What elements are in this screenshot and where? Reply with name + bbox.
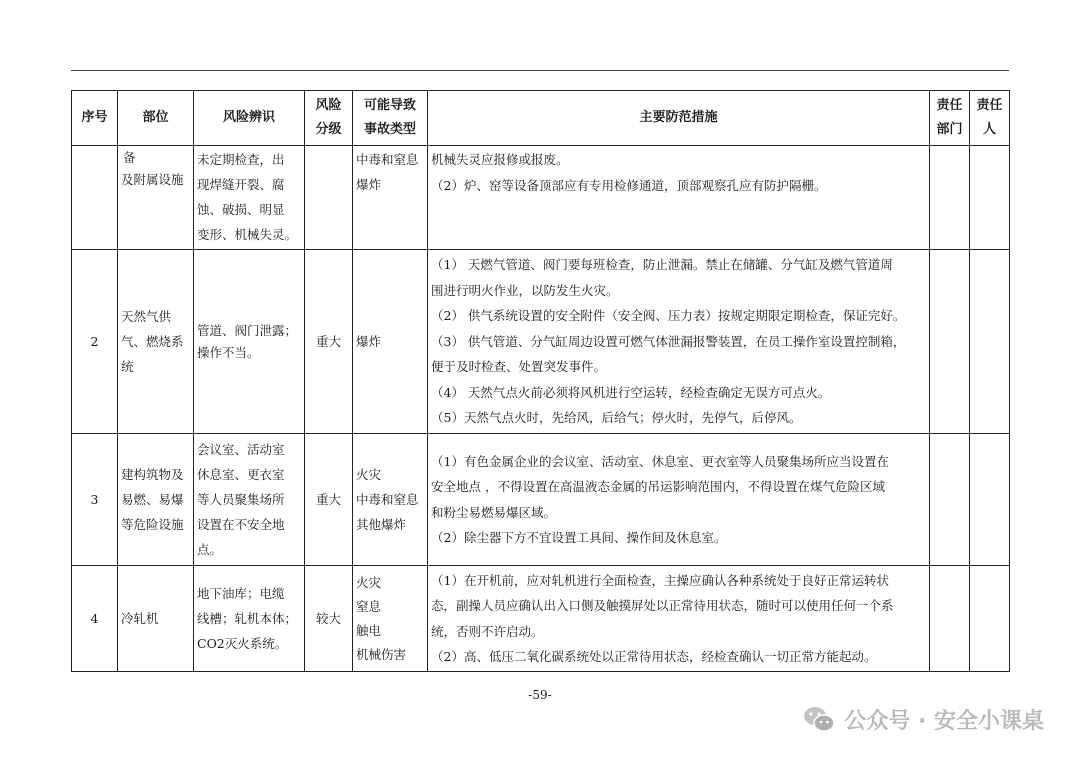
cell-line: 会议室、活动室 xyxy=(197,442,285,457)
cell-accident xyxy=(353,434,428,566)
header-risk-level-line: 分级 xyxy=(315,122,342,137)
cell-line: 统，否则不许启动。 xyxy=(431,623,544,639)
cell-accident xyxy=(353,566,428,672)
cell-line: 中毒和窒息 xyxy=(356,492,419,507)
cell-line: （2） 供气系统设置的安全附件（安全阀、压力表）按规定期限定期检查，保证完好。 xyxy=(431,308,906,324)
cell-line: （2）炉、窑等设备顶部应有专用检修通道，顶部观察孔应有防护隔栅。 xyxy=(431,177,827,193)
cell-line: 机械失灵应报修或报废。 xyxy=(431,152,569,167)
cell-line: 未定期检查，出 xyxy=(197,152,285,167)
table-row xyxy=(72,250,1010,434)
cell-dept xyxy=(930,146,970,250)
page-number: -59- xyxy=(528,688,552,702)
cell-seq: 3 xyxy=(72,434,118,566)
cell-dept xyxy=(930,250,970,434)
cell-line: 易燃、易爆 xyxy=(121,492,184,507)
cell-line: 和粉尘易燃易爆区域。 xyxy=(431,504,557,520)
cell-accident xyxy=(353,250,428,434)
cell-line: 窒息 xyxy=(356,598,382,614)
cell-line: （1）有色金属企业的会议室、活动室、休息室、更衣室等人员聚集场所应当设置在 xyxy=(431,453,889,469)
header-person-line: 责任 xyxy=(976,98,1003,113)
cell-line: 操作不当。 xyxy=(197,344,260,360)
header-risk-id: 风险辨识 xyxy=(194,91,305,146)
cell-person xyxy=(970,250,1010,434)
table-row xyxy=(72,566,1010,672)
cell-line: 蚀、破损、明显 xyxy=(197,202,285,217)
cell-line: （1）在开机前，应对轧机进行全面检查，主操应确认各种系统处于良好正常运转状 xyxy=(431,572,889,588)
cell-seq xyxy=(72,146,118,250)
header-risk-level-line: 风险 xyxy=(315,98,342,113)
cell-line: 等人员聚集场所 xyxy=(197,492,285,507)
cell-part xyxy=(118,146,194,250)
cell-person xyxy=(970,434,1010,566)
cell-measures xyxy=(428,566,930,672)
cell-line: 其他爆炸 xyxy=(356,517,407,532)
header-person-line: 人 xyxy=(982,122,996,137)
cell-level xyxy=(305,146,353,250)
header-risk-level xyxy=(305,91,353,146)
cell-level: 较大 xyxy=(305,566,353,672)
cell-line: 建构筑物及 xyxy=(121,467,184,482)
cell-measures xyxy=(428,146,930,250)
header-part: 部位 xyxy=(118,91,194,146)
cell-line: 点。 xyxy=(197,542,223,557)
header-accident-type-line: 可能导致 xyxy=(363,98,416,113)
wechat-icon xyxy=(802,704,836,734)
cell-risk xyxy=(194,434,305,566)
cell-line: CO2灭火系统。 xyxy=(197,636,288,651)
cell-risk xyxy=(194,250,305,434)
cell-line: 备 xyxy=(123,150,136,165)
watermark xyxy=(802,702,1044,736)
cell-line: （5）天然气点火时，先给风，后给气；停火时，先停气，后停风。 xyxy=(431,410,802,426)
cell-line: 中毒和窒息 xyxy=(356,152,419,167)
cell-line: 触电 xyxy=(356,622,382,638)
watermark-text: 公众号 · 安全小课桌 xyxy=(844,708,1044,734)
cell-dept xyxy=(930,434,970,566)
cell-dept xyxy=(930,566,970,672)
header-measures: 主要防范措施 xyxy=(428,91,930,146)
header-dept-line: 责任 xyxy=(936,98,963,113)
header-dept xyxy=(930,91,970,146)
cell-line: 休息室、更衣室 xyxy=(197,467,285,482)
table-row xyxy=(72,146,1010,250)
cell-line: 机械伤害 xyxy=(356,646,407,662)
cell-accident xyxy=(353,146,428,250)
cell-part xyxy=(118,434,194,566)
cell-line: 冷轧机 xyxy=(121,610,159,626)
cell-line: 气、燃烧系 xyxy=(121,334,184,349)
cell-line: 地下油库；电缆 xyxy=(197,586,285,601)
cell-line: 设置在不安全地 xyxy=(197,517,285,532)
top-rule xyxy=(71,70,1009,71)
cell-measures xyxy=(428,434,930,566)
cell-risk xyxy=(194,146,305,250)
cell-part xyxy=(118,250,194,434)
cell-line: 火灾 xyxy=(356,467,382,482)
cell-line: （2）除尘器下方不宜设置工具间、操作间及休息室。 xyxy=(431,530,727,545)
header-accident-type xyxy=(353,91,428,146)
cell-person xyxy=(970,146,1010,250)
cell-line: 统 xyxy=(121,359,134,374)
cell-line: 及附属设施 xyxy=(121,172,184,187)
cell-seq: 2 xyxy=(72,250,118,434)
cell-line: 爆炸 xyxy=(356,177,382,192)
cell-line: （1） 天燃气管道、阀门要每班检查，防止泄漏。禁止在储罐、分气缸及燃气管道周 xyxy=(431,257,893,273)
header-person xyxy=(970,91,1010,146)
cell-line: 态，副操人员应确认出入口侧及触摸屏处以正常待用状态，随时可以使用任何一个系 xyxy=(431,598,894,613)
header-accident-type-line: 事故类型 xyxy=(363,122,416,137)
cell-line: 天然气供 xyxy=(121,309,172,324)
cell-measures xyxy=(428,250,930,434)
cell-line: 变形、机械失灵。 xyxy=(197,227,298,242)
cell-line: 火灾 xyxy=(356,574,382,590)
cell-line: 现焊缝开裂、腐 xyxy=(197,177,285,192)
header-dept-line: 部门 xyxy=(936,122,963,137)
cell-line: 安全地点 ，不得设置在高温液态金属的吊运影响范围内，不得设置在煤气危险区域 xyxy=(431,479,885,494)
cell-person xyxy=(970,566,1010,672)
cell-line: 管道、阀门泄露； xyxy=(197,322,298,338)
cell-line: （3） 供气管道、分气缸周边设置可燃气体泄漏报警装置，在员工操作室设置控制箱， xyxy=(431,333,906,349)
table-row xyxy=(72,434,1010,566)
cell-level: 重大 xyxy=(305,250,353,434)
risk-table xyxy=(71,90,1010,672)
cell-line: 便于及时检查、处置突发事件。 xyxy=(431,359,607,375)
cell-line: 围进行明火作业，以防发生火灾。 xyxy=(431,282,619,298)
cell-risk xyxy=(194,566,305,672)
cell-line: 等危险设施 xyxy=(121,517,184,532)
cell-line: （4） 天然气点火前必须将风机进行空运转，经检查确定无误方可点火。 xyxy=(431,384,831,400)
header-seq: 序号 xyxy=(72,91,118,146)
cell-line: （2）高、低压二氧化碳系统处以正常待用状态，经检查确认一切正常方能起动。 xyxy=(431,649,877,664)
cell-seq: 4 xyxy=(72,566,118,672)
cell-level: 重大 xyxy=(305,434,353,566)
cell-part xyxy=(118,566,194,672)
cell-line: 爆炸 xyxy=(356,333,382,349)
cell-line: 线槽；轧机本体； xyxy=(197,611,298,626)
header-row xyxy=(72,91,1010,146)
